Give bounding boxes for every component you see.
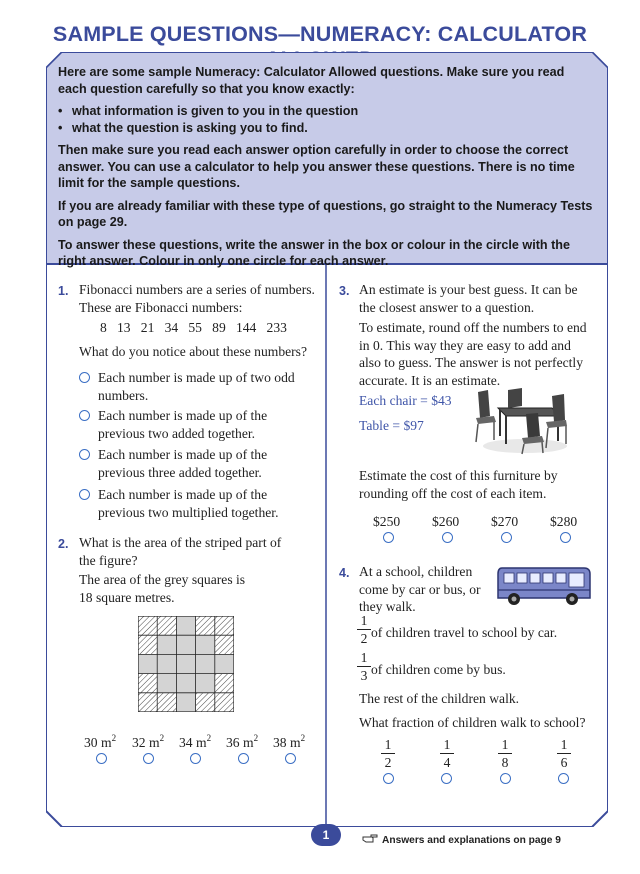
radio-circle[interactable] bbox=[383, 773, 394, 784]
radio-circle[interactable] bbox=[79, 372, 90, 383]
answer-option[interactable]: 1 4 bbox=[440, 737, 454, 770]
question-text: The area of the grey squares is 18 square metres. bbox=[79, 572, 246, 605]
pointing-hand-icon bbox=[362, 832, 378, 844]
radio-circle[interactable] bbox=[558, 773, 569, 784]
radio-circle[interactable] bbox=[96, 753, 107, 764]
question-text: To estimate, round off the numbers to end in 0. This way they are easy to add and also to guess. The answer is not perfectly accurate. It is an estimate. bbox=[359, 320, 587, 388]
answer-option[interactable]: 1 6 bbox=[557, 737, 571, 770]
question-number: 2. bbox=[58, 537, 69, 551]
question-number: 3. bbox=[339, 284, 350, 298]
answer-option[interactable]: $270 bbox=[491, 514, 519, 529]
radio-circle[interactable] bbox=[190, 753, 201, 764]
striped-grid-figure bbox=[138, 616, 234, 712]
answer-option[interactable]: $250 bbox=[373, 514, 401, 529]
question-prompt: Estimate the cost of this furniture by rounding off the cost of each item. bbox=[359, 468, 558, 501]
intro-paragraph: If you are already familiar with these type of questions, go straight to the Numeracy Tests on page 29. bbox=[58, 198, 593, 229]
school-bus-image bbox=[496, 564, 594, 608]
intro-bullet: • what the question is asking you to find. bbox=[58, 120, 596, 137]
question-text: These are Fibonacci numbers: bbox=[79, 299, 243, 315]
question-text: At a school, children come by car or bus, or they walk. bbox=[359, 564, 481, 614]
radio-circle[interactable] bbox=[501, 532, 512, 543]
question-text: The rest of the children walk. bbox=[359, 691, 520, 706]
intro-paragraph: To answer these questions, write the answer in the box or colour in the circle with the right answer. Colour in only one circle for each answer. bbox=[58, 237, 571, 268]
radio-circle[interactable] bbox=[79, 449, 90, 460]
radio-circle[interactable] bbox=[238, 753, 249, 764]
radio-circle[interactable] bbox=[560, 532, 571, 543]
answer-option[interactable]: 34 $m^2$ bbox=[179, 733, 212, 750]
intro-bullet: • what information is given to you in the question bbox=[58, 103, 596, 120]
page-title: SAMPLE QUESTIONS—NUMERACY: CALCULATOR bbox=[52, 22, 588, 46]
instructions bbox=[58, 64, 596, 276]
radio-circle[interactable] bbox=[500, 773, 511, 784]
page-number-badge: 1 bbox=[311, 824, 341, 846]
radio-circle[interactable] bbox=[79, 410, 90, 421]
intro-bullets bbox=[58, 103, 596, 136]
question-text: An estimate is your best guess. It can be the closest answer to a question. bbox=[359, 282, 578, 315]
answers-reference[interactable]: Answers and explanations on page 9 bbox=[382, 835, 561, 846]
chair-price: Each chair = $43 bbox=[359, 393, 452, 408]
intro-paragraph: Then make sure you read each answer option carefully in order to choose the correct answer. You can use a calculator to help you answer these questions. There is no time limit for the sample questions. bbox=[58, 143, 575, 190]
question-prompt: What fraction of children walk to school? bbox=[359, 715, 586, 730]
answer-option[interactable]: 38 $m^2$ bbox=[273, 733, 306, 750]
answer-option[interactable]: $260 bbox=[432, 514, 460, 529]
fraction-third: 1 3 bbox=[357, 650, 371, 683]
answer-option[interactable]: 32 $m^2$ bbox=[132, 733, 165, 750]
radio-circle[interactable] bbox=[442, 532, 453, 543]
question-prompt: What do you notice about these numbers? bbox=[79, 344, 308, 359]
radio-circle[interactable] bbox=[285, 753, 296, 764]
question-text: Fibonacci numbers are a series of numbers. bbox=[79, 282, 315, 297]
fraction-half: 1 2 bbox=[357, 613, 371, 646]
answer-option[interactable]: 36 $m^2$ bbox=[226, 733, 259, 750]
fibonacci-sequence: 8 13 21 34 55 89 144 233 bbox=[100, 320, 287, 335]
intro-paragraph: Here are some sample Numeracy: Calculator Allowed questions. Make sure you read each question carefully so that you know exactly: bbox=[58, 65, 565, 96]
question-number: 4. bbox=[339, 566, 350, 580]
answer-option[interactable]: 1 8 bbox=[498, 737, 512, 770]
question-text: of children come by bus. bbox=[371, 662, 506, 677]
radio-circle[interactable] bbox=[441, 773, 452, 784]
table-and-chairs-image bbox=[470, 386, 570, 456]
answer-option[interactable]: 30 $m^2$ bbox=[84, 733, 117, 750]
table-price: Table = $97 bbox=[359, 418, 424, 433]
answer-option[interactable]: 1 2 bbox=[381, 737, 395, 770]
radio-circle[interactable] bbox=[383, 532, 394, 543]
question-prompt: What is the area of the striped part of the figure? bbox=[79, 535, 282, 568]
radio-circle[interactable] bbox=[143, 753, 154, 764]
question-1-text bbox=[79, 281, 324, 316]
radio-circle[interactable] bbox=[79, 489, 90, 500]
question-number: 1. bbox=[58, 284, 69, 298]
answer-option[interactable]: $280 bbox=[550, 514, 578, 529]
question-text: of children travel to school by car. bbox=[371, 625, 558, 640]
